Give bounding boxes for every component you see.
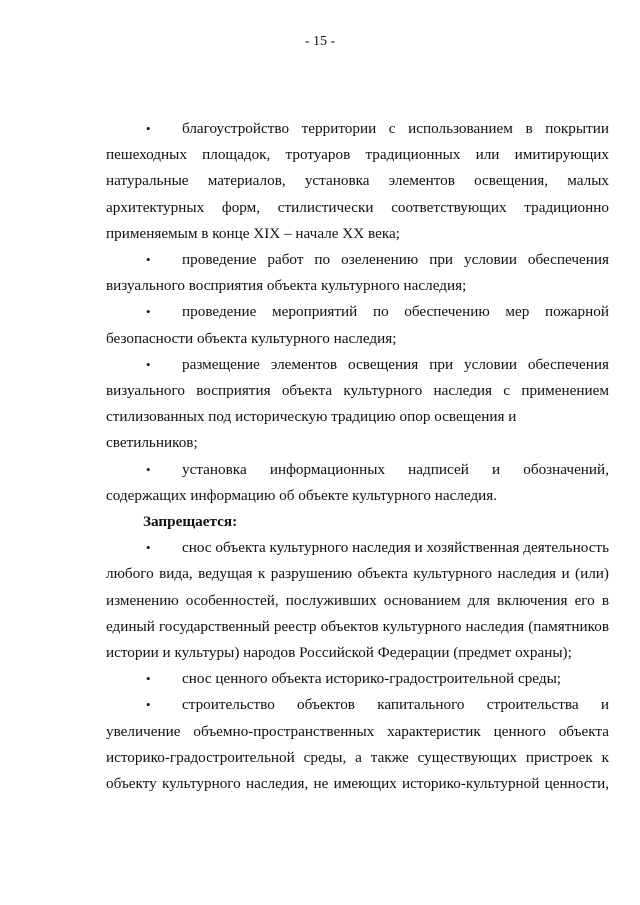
list-item xyxy=(106,457,609,509)
page-number: - 15 - xyxy=(304,34,336,49)
list-item-last-line: содержащих информацию об объекте культурного наследия. xyxy=(106,486,498,504)
bullet-icon: • xyxy=(146,671,151,687)
list-item-line: историко-градостроительной среды, а также существующих пристроек к xyxy=(106,748,609,766)
list-item-last-line: применяемым в конце XIX – начале XX века; xyxy=(106,224,400,242)
list-item-line: архитектурных форм, стилистически соответствующих традиционно xyxy=(106,198,609,216)
document-body xyxy=(106,116,609,797)
bullet-icon: • xyxy=(146,356,151,372)
list-item-line: пешеходных площадок, тротуаров традиционных или имитирующих xyxy=(106,146,609,164)
list-item xyxy=(106,299,609,351)
list-item-first-line: установка информационных надписей и обозначений, xyxy=(182,460,609,478)
list-item xyxy=(106,692,609,797)
bullet-icon: • xyxy=(146,304,151,320)
list-item xyxy=(106,535,609,666)
list-item-first-line: снос ценного объекта историко-градостроительной среды; xyxy=(182,670,561,688)
list-item-first-line: проведение работ по озеленению при условии обеспечения xyxy=(182,251,609,269)
list-item-line: изменению особенностей, послуживших основанием для включения его в xyxy=(106,591,609,609)
list-item xyxy=(106,666,609,692)
list-item-line: натуральные материалов, установка элементов освещения, малых xyxy=(106,172,609,190)
list-item-last-line: безопасности объекта культурного наследия; xyxy=(106,329,397,347)
list-item-first-line: проведение мероприятий по обеспечению мер пожарной xyxy=(182,303,609,321)
list-item-last-line: стилизованных под историческую традицию опор освещения и светильников; xyxy=(106,408,517,452)
list-item-line: единый государственный реестр объектов культурного наследия (памятников xyxy=(106,617,609,635)
bullet-icon: • xyxy=(146,540,151,556)
list-item xyxy=(106,352,609,457)
list-item-first-line: размещение элементов освещения при условии обеспечения xyxy=(182,355,609,373)
bullet-icon: • xyxy=(146,461,151,477)
bullet-icon: • xyxy=(146,697,151,713)
list-item-line: объекту культурного наследия, не имеющих историко-культурной ценности, xyxy=(106,775,609,793)
bullet-icon: • xyxy=(146,121,151,136)
bullet-icon: • xyxy=(146,252,151,268)
list-item-first-line: строительство объектов капитального строительства и xyxy=(182,696,609,714)
section-heading: Запрещается: xyxy=(143,513,238,531)
list-item-line: увеличение объемно-пространственных характеристик ценного объекта xyxy=(106,722,609,740)
list-item-line: визуального восприятия объекта культурного наследия с применением xyxy=(106,382,609,400)
list-item xyxy=(106,247,609,299)
list-item-last-line: визуального восприятия объекта культурного наследия; xyxy=(106,277,467,295)
list-item xyxy=(106,116,609,247)
list-item-first-line: благоустройство территории с использованием в покрытии xyxy=(182,120,609,137)
list-item-first-line: снос объекта культурного наследия и хозяйственная деятельность xyxy=(182,539,609,557)
list-item-last-line: истории и культуры) народов Российской Федерации (предмет охраны); xyxy=(106,644,572,662)
list-item-line: любого вида, ведущая к разрушению объекта культурного наследия и (или) xyxy=(106,565,609,583)
